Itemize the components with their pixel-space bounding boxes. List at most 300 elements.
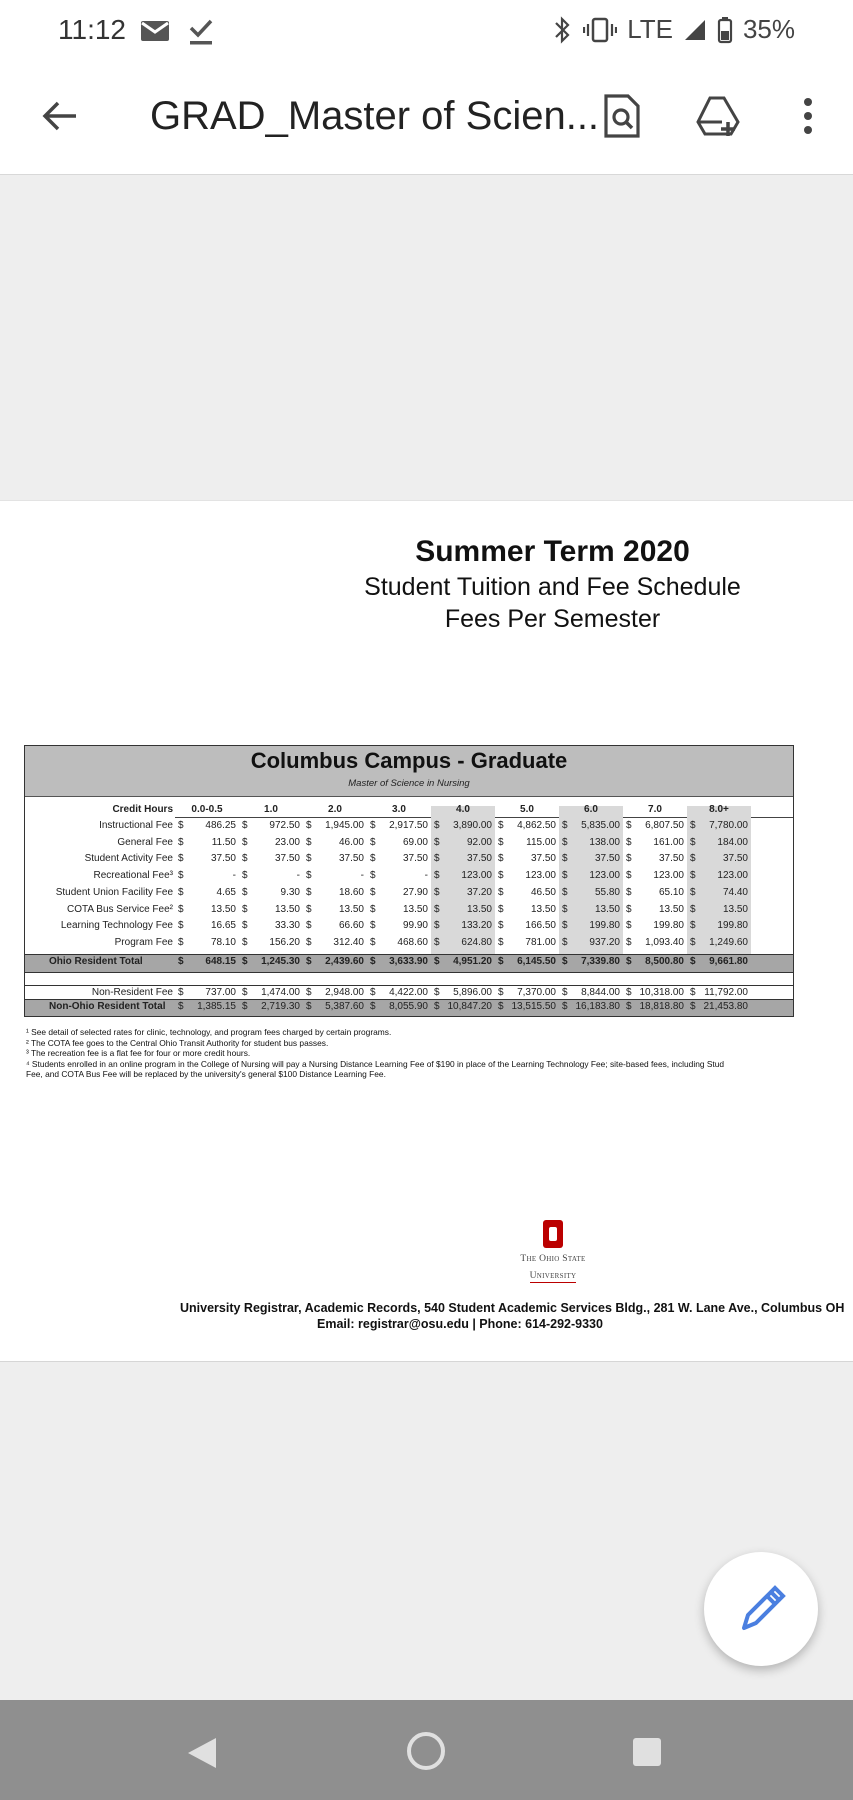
table-cell [303,837,367,848]
currency-sign: $ [434,920,440,932]
cell-value: 468.60 [397,936,428,948]
currency-sign: $ [306,936,312,948]
table-cell [687,820,751,831]
cell-value: 18,818.80 [639,1001,684,1012]
table-cell [623,887,687,898]
currency-sign: $ [498,886,504,898]
currency-sign: $ [626,920,632,932]
currency-sign: $ [242,1001,248,1012]
table-cell [367,904,431,915]
currency-sign: $ [306,956,312,967]
table-cell [495,837,559,848]
currency-sign: $ [626,1001,632,1012]
currency-sign: $ [242,920,248,932]
table-cell [687,837,751,848]
cell-value: 624.80 [461,936,492,948]
cell-value: 123.00 [461,870,492,882]
cell-value: 3,633.90 [389,956,428,967]
currency-sign: $ [626,870,632,882]
cell-value: 2,948.00 [325,987,364,998]
cell-value: 37.50 [210,853,236,865]
currency-sign: $ [178,1001,184,1012]
cell-value: 13.50 [658,903,684,915]
currency-sign: $ [498,820,504,831]
cell-value: - [296,870,300,882]
table-cell [175,987,239,998]
block-o-logo-icon [542,1219,564,1249]
table-cell [687,920,751,931]
cell-value: 37.50 [722,853,748,865]
osu-logo [503,1219,603,1283]
currency-sign: $ [690,920,696,932]
cell-value: 3,890.00 [453,820,492,831]
cell-value: 46.50 [530,886,556,898]
currency-sign: $ [626,853,632,865]
cell-value: - [424,870,428,882]
currency-sign: $ [370,853,376,865]
registrar-contact: Email: registrar@osu.edu | Phone: 614-292-9330 [317,1317,603,1331]
currency-sign: $ [306,886,312,898]
currency-sign: $ [562,956,568,967]
currency-sign: $ [434,820,440,831]
cell-value: 8,844.00 [581,987,620,998]
battery-icon [717,16,733,44]
nav-back-icon[interactable] [186,1736,218,1770]
document-search-icon[interactable] [598,92,646,140]
cell-value: 2,719.30 [261,1001,300,1012]
table-row [25,853,793,868]
table-header-row [25,804,793,819]
table-cell [687,987,751,998]
footnote: ⁴ Students enrolled in an online program in the College of Nursing will pay a Nursing Distance Learning Fee of $190 in place of the Learning Technology Fee; site-based fees, including Stud [26,1058,725,1069]
table-cell [559,1001,623,1012]
cell-value: 55.80 [594,886,620,898]
table-cell [239,920,303,931]
app-bar [0,62,853,175]
table-cell [623,837,687,848]
row-label: Student Activity Fee [84,853,173,865]
table-cell [239,904,303,915]
nav-recents-icon[interactable] [632,1737,662,1767]
cell-value: 737.00 [205,987,236,998]
cell-value: 133.20 [461,920,492,932]
currency-sign: $ [498,1001,504,1012]
currency-sign: $ [242,987,248,998]
currency-sign: $ [690,836,696,848]
back-arrow-icon[interactable] [36,92,84,140]
table-cell [623,820,687,831]
table-cell [239,956,303,967]
currency-sign: $ [498,836,504,848]
table-cell [367,937,431,948]
currency-sign: $ [434,886,440,898]
currency-sign: $ [626,903,632,915]
cell-value: 8,500.80 [645,956,684,967]
status-bar [0,0,853,62]
cell-value: 13.50 [466,903,492,915]
cell-value: 138.00 [589,836,620,848]
table-cell [175,837,239,848]
currency-sign: $ [178,853,184,865]
currency-sign: $ [370,987,376,998]
table-cell [431,820,495,831]
currency-sign: $ [434,987,440,998]
cell-value: 10,847.20 [447,1001,492,1012]
column-header: 6.0 [584,804,598,815]
navigation-bar [0,1700,853,1800]
currency-sign: $ [434,1001,440,1012]
table-cell [367,820,431,831]
currency-sign: $ [178,920,184,932]
table-row [25,887,793,902]
table-cell [559,820,623,831]
column-header: 2.0 [328,804,342,815]
network-type: LTE [627,14,673,44]
cell-value: 23.00 [274,836,300,848]
cell-value: 37.50 [530,853,556,865]
table-cell [367,870,431,881]
cell-value: 33.30 [274,920,300,932]
gmail-notification-icon [140,20,170,42]
footnote: ² The COTA fee goes to the Central Ohio Transit Authority for student bus passes. [26,1037,329,1048]
table-cell [495,937,559,948]
table-cell [303,987,367,998]
table-cell [687,853,751,864]
table-cell [239,987,303,998]
cell-value: 184.00 [717,836,748,848]
currency-sign: $ [434,870,440,882]
bluetooth-icon [553,16,573,44]
cell-value: 5,387.60 [325,1001,364,1012]
table-cell [559,853,623,864]
currency-sign: $ [562,820,568,831]
cell-value: 5,896.00 [453,987,492,998]
table-cell [303,887,367,898]
currency-sign: $ [370,820,376,831]
cell-value: 37.20 [466,886,492,898]
edit-button[interactable] [704,1552,818,1666]
cell-value: 166.50 [525,920,556,932]
currency-sign: $ [178,903,184,915]
table-cell [687,887,751,898]
cell-value: - [232,870,236,882]
table-cell [367,887,431,898]
table-cell [175,937,239,948]
table-cell [303,937,367,948]
cell-value: 92.00 [466,836,492,848]
currency-sign: $ [626,987,632,998]
table-cell [559,937,623,948]
currency-sign: $ [562,1001,568,1012]
table-cell [367,920,431,931]
cell-value: 123.00 [717,870,748,882]
currency-sign: $ [306,987,312,998]
footnote: Fee, and COTA Bus Fee will be replaced by the university's general $100 Distance Learning Fee. [26,1069,386,1079]
cell-value: 9,661.80 [709,956,748,967]
table-cell [431,937,495,948]
column-header: 7.0 [648,804,662,815]
row-label: Ohio Resident Total [49,956,143,967]
currency-sign: $ [370,920,376,932]
currency-sign: $ [306,920,312,932]
cell-value: 115.00 [526,836,556,848]
table-cell [623,870,687,881]
currency-sign: $ [626,836,632,848]
doc-heading: Summer Term 2020 [415,535,690,568]
currency-sign: $ [178,936,184,948]
currency-sign: $ [370,836,376,848]
column-header: 4.0 [456,804,470,815]
cell-value: 7,370.00 [517,987,556,998]
table-cell [495,956,559,967]
cell-value: 66.60 [338,920,364,932]
cell-value: 37.50 [466,853,492,865]
signal-icon [683,18,707,42]
more-vert-icon[interactable] [784,92,832,140]
table-cell [175,870,239,881]
cell-value: 6,807.50 [645,820,684,831]
cell-value: 13.50 [594,903,620,915]
table-cell [175,956,239,967]
currency-sign: $ [562,870,568,882]
currency-sign: $ [562,987,568,998]
table-cell [623,937,687,948]
currency-sign: $ [626,956,632,967]
currency-sign: $ [690,936,696,948]
table-cell [367,1001,431,1012]
currency-sign: $ [434,903,440,915]
table-cell [175,887,239,898]
table-row [25,820,793,835]
cell-value: 1,093.40 [645,936,684,948]
cell-value: 199.80 [589,920,620,932]
total-row-band [25,954,793,973]
currency-sign: $ [370,956,376,967]
row-label: Learning Technology Fee [60,920,173,932]
currency-sign: $ [242,836,248,848]
currency-sign: $ [562,936,568,948]
registrar-address: University Registrar, Academic Records, 540 Student Academic Services Bldg., 281 W. Lane Ave., Columbus OH [180,1301,845,1315]
cell-value: 21,453.80 [703,1001,748,1012]
cell-value: 1,245.30 [261,956,300,967]
currency-sign: $ [690,903,696,915]
cell-value: 78.10 [210,936,236,948]
currency-sign: $ [242,853,248,865]
currency-sign: $ [242,870,248,882]
row-label: Non-Resident Fee [91,987,173,998]
table-cell [303,920,367,931]
cell-value: 123.00 [525,870,556,882]
nav-home-icon[interactable] [405,1730,447,1772]
table-row [25,937,793,952]
table-cell [559,956,623,967]
cell-value: 1,945.00 [325,820,364,831]
cell-value: 37.50 [338,853,364,865]
table-cell [623,956,687,967]
cell-value: 199.80 [717,920,748,932]
currency-sign: $ [370,886,376,898]
currency-sign: $ [178,820,184,831]
table-cell [495,920,559,931]
table-cell [239,853,303,864]
currency-sign: $ [434,956,440,967]
drive-add-icon[interactable] [694,92,742,140]
currency-sign: $ [690,886,696,898]
nonres-total-band [25,999,793,1016]
table-cell [303,853,367,864]
cell-value: 648.15 [205,956,236,967]
table-cell [431,904,495,915]
cell-value: 69.00 [402,836,428,848]
cell-value: 4,422.00 [389,987,428,998]
currency-sign: $ [242,956,248,967]
fee-table [24,745,794,1017]
table-cell [559,987,623,998]
currency-sign: $ [498,987,504,998]
currency-sign: $ [370,1001,376,1012]
cell-value: 13,515.50 [511,1001,556,1012]
cell-value: 1,249.60 [709,936,748,948]
currency-sign: $ [690,853,696,865]
cell-value: 13.50 [338,903,364,915]
cell-value: - [360,870,364,882]
currency-sign: $ [562,853,568,865]
status-time: 11:12 [58,14,126,45]
table-subtitle: Master of Science in Nursing [348,778,470,789]
currency-sign: $ [434,936,440,948]
cell-value: 13.50 [210,903,236,915]
currency-sign: $ [626,820,632,831]
cell-value: 74.40 [722,886,748,898]
header-label: Credit Hours [112,804,173,815]
currency-sign: $ [498,920,504,932]
table-cell [687,904,751,915]
logo-line-1: The Ohio State [520,1254,586,1264]
table-cell [495,904,559,915]
table-cell [431,920,495,931]
cell-value: 16.65 [210,920,236,932]
table-cell [495,987,559,998]
cell-value: 13.50 [402,903,428,915]
table-cell [431,1001,495,1012]
footnote: ³ The recreation fee is a flat fee for four or more credit hours. [26,1048,251,1058]
cell-value: 13.50 [722,903,748,915]
currency-sign: $ [306,820,312,831]
table-cell [239,820,303,831]
table-cell [687,1001,751,1012]
cell-value: 1,474.00 [261,987,300,998]
row-label: Program Fee [114,936,173,948]
cell-value: 27.90 [402,886,428,898]
cell-value: 11.50 [211,836,236,848]
cell-value: 123.00 [589,870,620,882]
table-cell [303,820,367,831]
table-cell [303,1001,367,1012]
cell-value: 7,339.80 [581,956,620,967]
table-cell [239,870,303,881]
table-cell [559,904,623,915]
currency-sign: $ [434,853,440,865]
cell-value: 2,439.60 [325,956,364,967]
table-cell [431,853,495,864]
table-row [25,837,793,852]
document-page [0,500,853,1362]
currency-sign: $ [242,820,248,831]
currency-sign: $ [306,903,312,915]
row-label: General Fee [117,836,173,848]
table-cell [687,937,751,948]
currency-sign: $ [626,936,632,948]
table-cell [175,820,239,831]
table-cell [431,956,495,967]
table-cell [239,837,303,848]
row-label: Recreational Fee³ [93,870,173,882]
row-label: Instructional Fee [99,820,173,831]
currency-sign: $ [178,886,184,898]
cell-value: 4,862.50 [517,820,556,831]
edit-pencil-icon [704,1552,818,1666]
battery-level: 35% [742,14,795,44]
cell-value: 2,917.50 [389,820,428,831]
column-header: 5.0 [520,804,534,815]
table-cell [303,904,367,915]
download-done-icon [188,16,214,46]
cell-value: 99.90 [402,920,428,932]
currency-sign: $ [306,853,312,865]
cell-value: 972.50 [269,820,300,831]
cell-value: 18.60 [338,886,364,898]
currency-sign: $ [690,1001,696,1012]
cell-value: 161.00 [653,836,684,848]
cell-value: 46.00 [338,836,364,848]
currency-sign: $ [178,987,184,998]
table-cell [239,1001,303,1012]
cell-value: 16,183.80 [575,1001,620,1012]
row-label: Non-Ohio Resident Total [49,1001,166,1012]
table-cell [431,837,495,848]
currency-sign: $ [690,987,696,998]
cell-value: 123.00 [653,870,684,882]
table-separator [25,971,793,986]
footnotes [26,1027,853,1080]
cell-value: 37.50 [402,853,428,865]
table-cell [495,1001,559,1012]
table-cell [303,956,367,967]
table-cell [687,956,751,967]
table-cell [175,920,239,931]
logo-line-2: University [529,1271,577,1281]
table-cell [623,853,687,864]
row-label: COTA Bus Service Fee² [67,903,173,915]
currency-sign: $ [498,853,504,865]
table-cell [623,987,687,998]
currency-sign: $ [498,903,504,915]
cell-value: 1,385.15 [197,1001,236,1012]
cell-value: 4,951.20 [453,956,492,967]
column-header: 1.0 [264,804,278,815]
table-cell [431,887,495,898]
currency-sign: $ [242,936,248,948]
cell-value: 10,318.00 [639,987,684,998]
cell-value: 4.65 [216,886,236,898]
table-cell [559,870,623,881]
table-cell [367,956,431,967]
currency-sign: $ [178,956,184,967]
currency-sign: $ [242,903,248,915]
currency-sign: $ [306,870,312,882]
table-cell [431,987,495,998]
cell-value: 13.50 [530,903,556,915]
